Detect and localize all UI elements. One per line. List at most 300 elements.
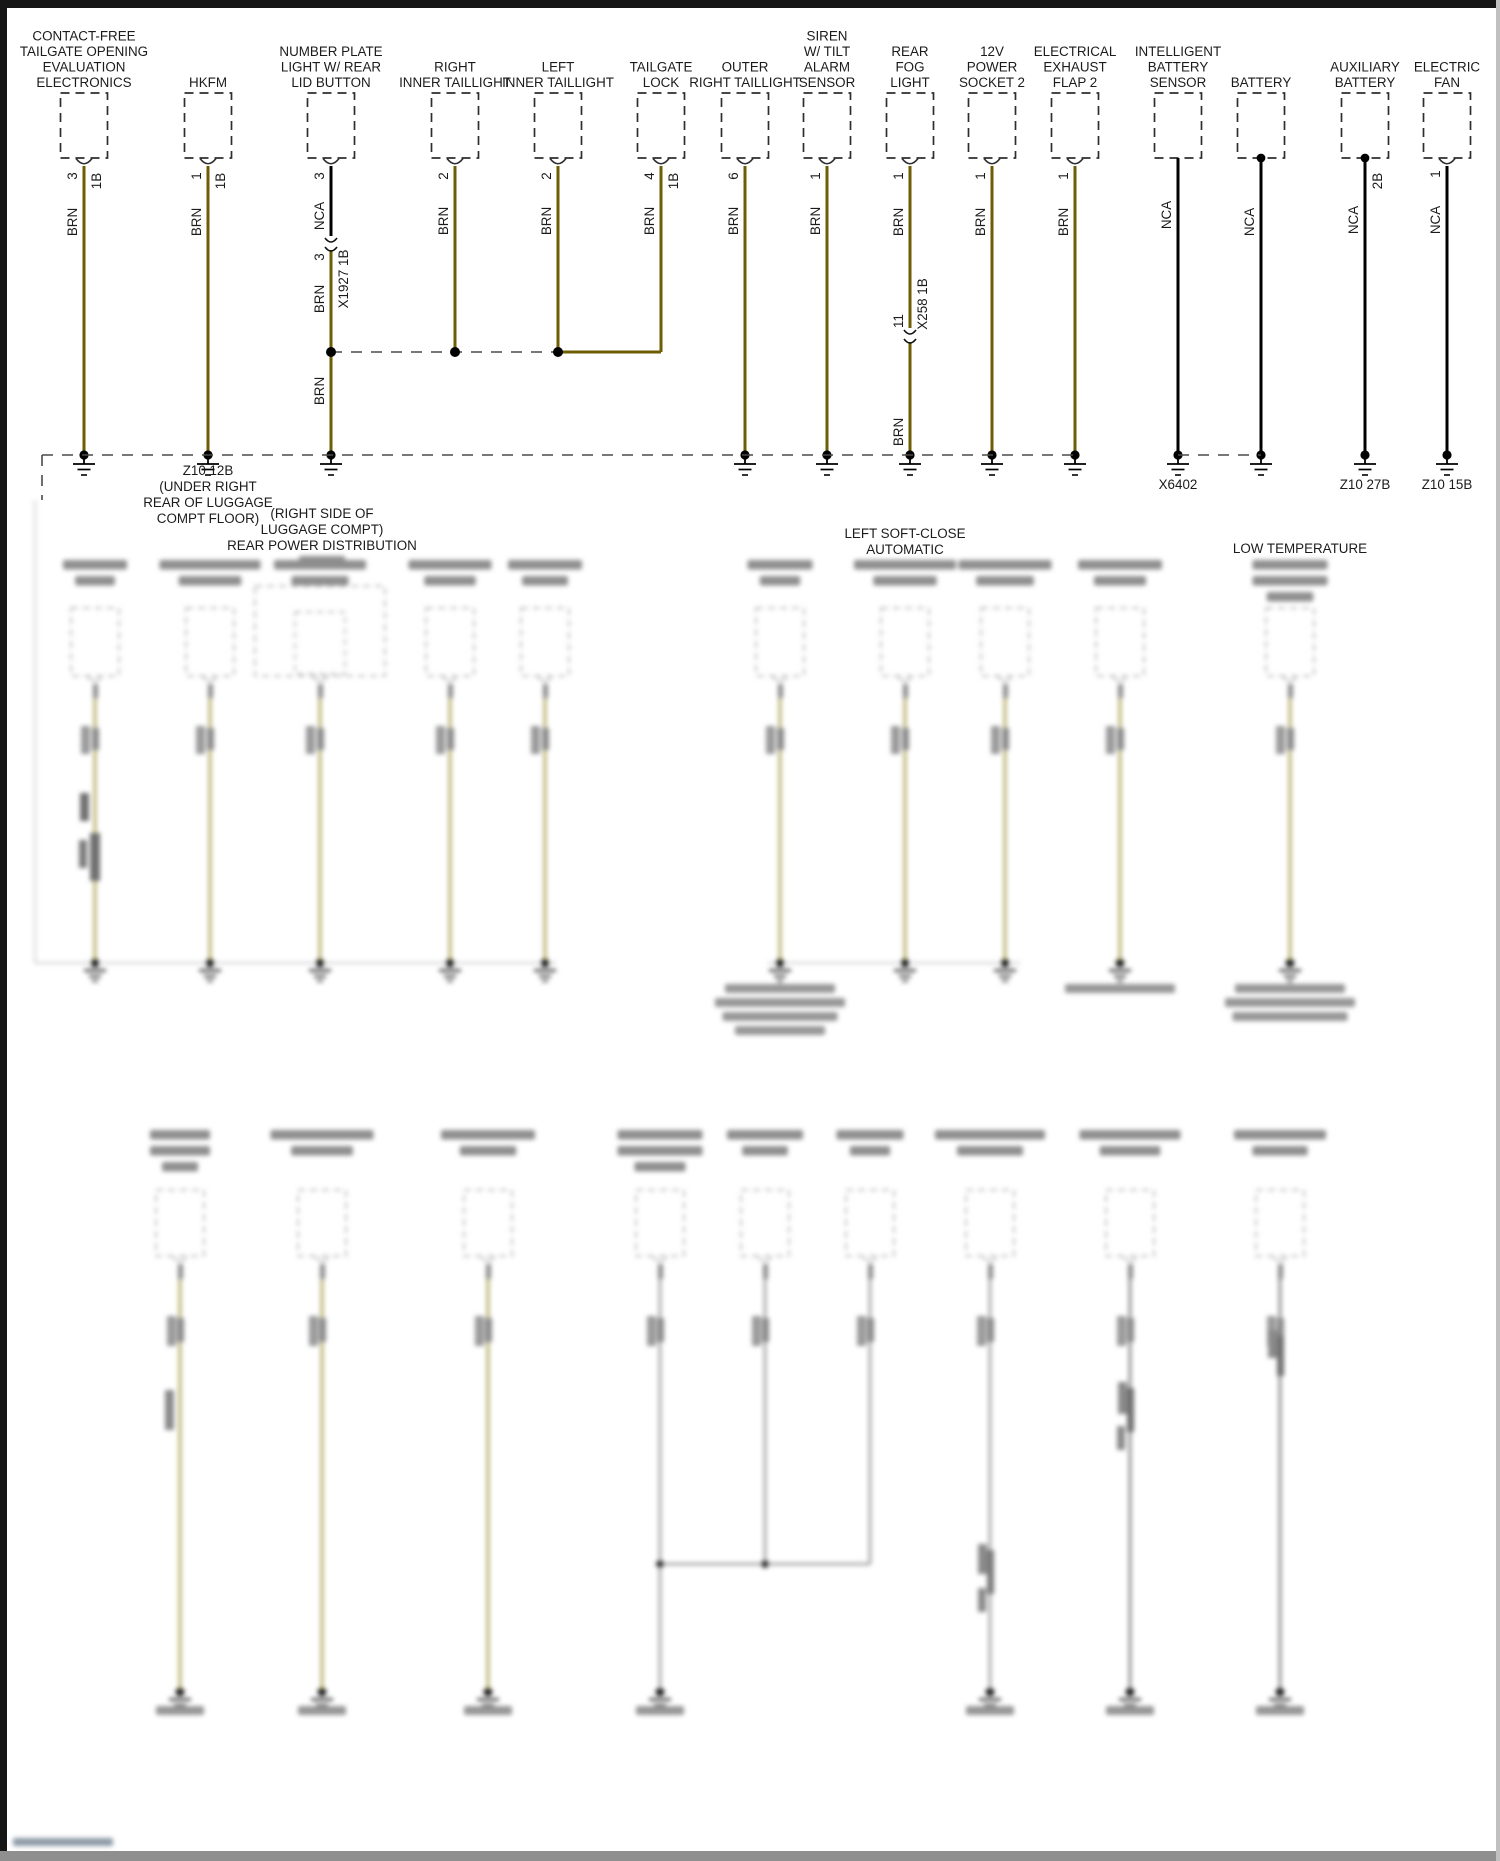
blurred-component-box xyxy=(756,608,804,676)
component-box xyxy=(432,93,479,158)
blurred-pin-mark xyxy=(763,1264,768,1279)
component-contact-free-tailgate-opening-evaluation-electronics xyxy=(20,29,148,476)
component-box xyxy=(804,93,851,158)
inline-connector-icon xyxy=(325,238,337,242)
blurred-cup xyxy=(773,677,787,681)
blurred-box-word xyxy=(299,556,345,567)
blurred-ground-dot xyxy=(1126,1688,1135,1697)
blurred-row-b xyxy=(13,1130,1326,1846)
blurred-component-box xyxy=(741,1190,789,1256)
page-border-bottom xyxy=(0,1851,1500,1861)
component-hkfm xyxy=(185,75,232,475)
blurred-splice-dot xyxy=(656,1560,664,1568)
connector-cup-icon xyxy=(984,159,1000,164)
blurred-text-streak xyxy=(160,560,261,570)
connector-cup-icon xyxy=(323,159,339,164)
blurred-inner-box xyxy=(295,612,345,674)
component-box xyxy=(308,93,355,158)
component-label: 12V xyxy=(980,44,1004,59)
blurred-pin-mark xyxy=(1288,684,1293,698)
component-label: LIGHT W/ REAR xyxy=(280,59,382,75)
connector-cup-icon xyxy=(902,159,918,164)
component-label: BATTERY xyxy=(1230,75,1292,90)
blurred-text-streak xyxy=(760,576,800,586)
component-outer-right-taillight xyxy=(689,60,801,476)
blurred-pin-mark xyxy=(1278,1264,1283,1279)
power-distribution-box-note: REAR POWER DISTRIBUTION xyxy=(227,538,417,553)
blurred-ground-bar xyxy=(534,969,556,972)
component-label: ELECTRIC xyxy=(1413,59,1481,75)
blurred-component-box xyxy=(846,1190,894,1256)
blurred-wire-mark xyxy=(447,728,454,750)
wire-label: 3 xyxy=(312,172,327,180)
low-temperature-note: LOW TEMPERATURE xyxy=(1232,541,1368,556)
component-intelligent-battery-sensor xyxy=(1135,44,1221,492)
blurred-connector-cluster xyxy=(1117,1426,1125,1450)
blurred-text-streak xyxy=(1256,1706,1304,1715)
connector-cup-icon xyxy=(1439,159,1455,164)
blurred-text-streak xyxy=(1267,592,1314,602)
blurred-ground-bar xyxy=(894,969,916,972)
blurred-ground-bar xyxy=(309,969,331,972)
blurred-text-streak xyxy=(935,1130,1045,1140)
blurred-ground-symbol xyxy=(1279,959,1301,983)
blurred-text-streak xyxy=(75,576,115,586)
blurred-pin-mark xyxy=(1128,1264,1133,1279)
blurred-side-mark xyxy=(857,1316,866,1346)
blurred-ground-bar xyxy=(1284,975,1296,978)
blurred-ground-dot xyxy=(1286,959,1295,968)
wire-label: BRN xyxy=(312,376,327,406)
wire-label: 1B xyxy=(213,172,228,190)
blurred-text-streak xyxy=(1253,576,1328,586)
blurred-text-streak xyxy=(748,560,813,570)
blurred-text-streak xyxy=(162,1162,198,1172)
component-label: OUTER xyxy=(721,59,769,75)
blurred-ground-symbol xyxy=(84,959,106,983)
component-box xyxy=(969,93,1016,158)
component-number-plate-light-w-rear-lid-button xyxy=(279,44,382,475)
blurred-component-box xyxy=(636,1190,684,1256)
blurred-ground-bar xyxy=(317,980,323,982)
blurred-side-mark xyxy=(1117,1316,1126,1346)
blurred-pin-mark xyxy=(486,1264,491,1279)
blurred-component-box xyxy=(156,1190,204,1256)
blurred-ground-dot xyxy=(541,959,550,968)
blurred-cup xyxy=(898,677,912,681)
blurred-connector-cluster xyxy=(1118,1382,1127,1414)
blurred-component-box xyxy=(881,608,929,676)
blurred-component-box xyxy=(186,608,234,676)
component-box xyxy=(1238,93,1285,158)
blurred-text-streak xyxy=(957,1146,1023,1156)
blurred-cup xyxy=(88,677,102,681)
ground-symbol-icon xyxy=(73,450,95,475)
blurred-ground-dot xyxy=(986,1688,995,1697)
blurred-component-box xyxy=(981,608,1029,676)
blurred-component-box xyxy=(298,1190,346,1256)
wire-label: NCA xyxy=(1346,205,1361,235)
blurred-ground-bar xyxy=(477,1698,499,1701)
blurred-connector-cluster xyxy=(1277,1336,1284,1376)
blurred-cup xyxy=(983,1257,997,1261)
blurred-ground-bar xyxy=(204,975,216,978)
component-box xyxy=(1052,93,1099,158)
ground-symbol-icon xyxy=(1064,450,1086,475)
component-electric-fan xyxy=(1414,60,1481,493)
blurred-ground-bar xyxy=(444,975,456,978)
wire-label: 2 xyxy=(539,172,554,180)
blurred-text-streak xyxy=(1253,560,1328,570)
blurred-side-mark xyxy=(475,1316,484,1346)
wire-label: BRN xyxy=(539,206,554,236)
wire-label: X1927 1B xyxy=(336,249,351,309)
blurred-ground-bar xyxy=(774,975,786,978)
left-soft-close-automatic-note: LEFT SOFT-CLOSE xyxy=(844,526,966,541)
blurred-diagram-section xyxy=(13,500,1355,1846)
blurred-ground-symbol xyxy=(439,959,461,983)
ground-tag: X6402 xyxy=(1158,477,1198,492)
wire-label: 2 xyxy=(436,172,451,180)
component-label: RIGHT xyxy=(434,59,476,75)
blurred-cup xyxy=(173,1257,187,1261)
component-label: SIREN xyxy=(806,28,848,44)
blurred-connector-cluster xyxy=(1127,1388,1134,1432)
blurred-text-streak xyxy=(715,998,845,1007)
component-label: TAILGATE OPENING xyxy=(19,44,149,59)
blurred-ground-symbol xyxy=(994,959,1016,983)
component-right-inner-taillight xyxy=(399,60,511,351)
blurred-ground-dot xyxy=(446,959,455,968)
blurred-text-streak xyxy=(271,1130,374,1140)
wire-label: 6 xyxy=(726,172,741,180)
blurred-pin-mark xyxy=(988,1264,993,1279)
blurred-ground-bar xyxy=(1002,980,1008,982)
blurred-text-streak xyxy=(727,1130,803,1140)
blurred-ground-bar xyxy=(777,980,783,982)
wire-label: BRN xyxy=(65,207,80,237)
blurred-text-streak xyxy=(150,1130,210,1140)
blurred-text-streak xyxy=(409,560,492,570)
blurred-ground-bar xyxy=(649,1698,671,1701)
component-label: POWER xyxy=(966,59,1018,75)
ground-symbol-icon xyxy=(899,450,921,475)
wire-label: 1 xyxy=(808,172,823,180)
blurred-ground-bar xyxy=(542,980,548,982)
blurred-side-mark xyxy=(196,726,205,754)
blurred-ground-bar xyxy=(1117,980,1123,982)
wire-label: 2B xyxy=(1370,172,1385,190)
wire-label: NCA xyxy=(1242,207,1257,237)
component-12v-power-socket-2 xyxy=(959,44,1025,475)
blurred-side-mark xyxy=(81,726,90,754)
blurred-side-mark xyxy=(306,726,315,754)
blurred-cup xyxy=(758,1257,772,1261)
blurred-wire-mark xyxy=(485,1318,492,1342)
blurred-wire-mark xyxy=(319,1318,326,1342)
blurred-ground-bar xyxy=(89,975,101,978)
blurred-side-mark xyxy=(167,1316,176,1346)
left-soft-close-automatic-note: AUTOMATIC xyxy=(866,542,944,557)
splice-dot-icon xyxy=(326,347,336,357)
blurred-connector-cluster xyxy=(978,1544,987,1574)
blurred-wire-mark xyxy=(657,1318,664,1342)
component-label: INTELLIGENT xyxy=(1134,44,1222,59)
blurred-pin-mark xyxy=(178,1264,183,1279)
blurred-component-box xyxy=(1106,1190,1154,1256)
blurred-connector-cluster xyxy=(978,1588,986,1612)
component-siren-w-tilt-alarm-sensor xyxy=(799,29,856,476)
blurred-ground-bar xyxy=(84,969,106,972)
blurred-ground-bar xyxy=(439,969,461,972)
wire-label: NCA xyxy=(1428,205,1443,235)
blurred-text-streak xyxy=(1252,1146,1307,1156)
blurred-side-mark xyxy=(1276,726,1285,754)
wire-label: BRN xyxy=(726,206,741,236)
wire-label: 1 xyxy=(189,172,204,180)
blurred-side-mark xyxy=(752,1316,761,1346)
power-distribution-box-note: (RIGHT SIDE OF xyxy=(270,506,374,521)
blurred-connector-cluster xyxy=(1268,1330,1277,1358)
blurred-text-streak xyxy=(850,1146,890,1156)
wire-label: BRN xyxy=(891,207,906,237)
component-label: CONTACT-FREE xyxy=(32,28,136,44)
component-label: BATTERY xyxy=(1334,75,1396,90)
component-battery xyxy=(1231,75,1292,475)
blurred-wire-mark xyxy=(177,1318,184,1342)
blurred-text-streak xyxy=(1078,560,1162,570)
ground-symbol-icon xyxy=(1167,450,1189,475)
blurred-component-box xyxy=(464,1190,512,1256)
connector-cup-icon xyxy=(550,159,566,164)
wire-label: 1 xyxy=(973,172,988,180)
blurred-row-a xyxy=(35,500,1355,1035)
wire-label: 1 xyxy=(891,172,906,180)
component-rear-fog-light xyxy=(887,44,934,475)
component-box xyxy=(638,93,685,158)
blurred-ground-dot xyxy=(176,1688,185,1697)
ground-tag: Z10 27B xyxy=(1339,477,1391,492)
wire-label: 3 xyxy=(312,253,327,261)
connector-cup-icon xyxy=(1067,159,1083,164)
blurred-text-streak xyxy=(725,984,835,993)
ground-symbol-icon xyxy=(734,450,756,475)
blurred-wire-mark xyxy=(867,1318,874,1342)
blurred-wire-mark xyxy=(542,728,549,750)
blurred-text-streak xyxy=(976,576,1034,586)
blurred-ground-dot xyxy=(1116,959,1125,968)
blurred-text-streak xyxy=(618,1146,703,1156)
wire-label: BRN xyxy=(1056,207,1071,237)
blurred-pin-mark xyxy=(318,684,323,698)
blurred-cup xyxy=(315,1257,329,1261)
component-label: W/ TILT xyxy=(803,44,851,59)
blurred-wire-mark xyxy=(317,728,324,750)
blurred-side-mark xyxy=(309,1316,318,1346)
blurred-component-box xyxy=(521,608,569,676)
component-box xyxy=(1155,93,1202,158)
blurred-ground-bar xyxy=(994,969,1016,972)
blurred-wire-mark xyxy=(207,728,214,750)
wire-label: BRN xyxy=(891,417,906,447)
blurred-connector-cluster xyxy=(90,833,100,881)
component-label: LEFT xyxy=(541,59,575,75)
blurred-component-box xyxy=(966,1190,1014,1256)
blurred-ground-bar xyxy=(92,980,98,982)
component-label: ALARM xyxy=(803,59,851,75)
blurred-text-streak xyxy=(156,1706,204,1715)
blurred-wire-mark xyxy=(762,1318,769,1342)
component-label: RIGHT TAILLIGHT xyxy=(689,75,801,90)
blurred-wire-mark xyxy=(987,1318,994,1342)
blurred-text-streak xyxy=(508,560,582,570)
blurred-ground-symbol xyxy=(534,959,556,983)
component-label: REAR xyxy=(891,44,929,59)
ground-note-z10-12b: REAR OF LUGGAGE xyxy=(143,495,273,510)
blurred-ground-bar xyxy=(311,1698,333,1701)
blurred-side-mark xyxy=(891,726,900,754)
blurred-component-box xyxy=(426,608,474,676)
wire-label: BRN xyxy=(642,206,657,236)
blurred-text-streak xyxy=(63,560,127,570)
ground-symbol-icon xyxy=(320,450,342,475)
blurred-side-mark xyxy=(436,726,445,754)
blurred-ground-symbol xyxy=(1109,959,1131,983)
blurred-ground-dot xyxy=(91,959,100,968)
component-left-inner-taillight xyxy=(502,60,614,351)
blurred-ground-dot xyxy=(901,959,910,968)
blurred-ground-bar xyxy=(769,969,791,972)
blurred-cup xyxy=(1283,677,1297,681)
blurred-component-box-wide xyxy=(255,586,385,676)
blurred-ground-bar xyxy=(447,980,453,982)
blurred-text-streak xyxy=(854,560,956,570)
blurred-text-streak xyxy=(873,576,936,586)
blurred-wire-mark xyxy=(1127,1318,1134,1342)
component-box xyxy=(185,93,232,158)
blurred-ground-bar xyxy=(1279,969,1301,972)
component-box xyxy=(1342,93,1389,158)
blurred-connector-cluster xyxy=(165,1390,174,1430)
blurred-ground-bar xyxy=(1109,969,1131,972)
blurred-text-streak xyxy=(441,1130,535,1140)
blurred-pin-mark xyxy=(448,684,453,698)
blurred-ground-bar xyxy=(207,980,213,982)
blurred-component-box xyxy=(1096,608,1144,676)
blurred-cup xyxy=(653,1257,667,1261)
component-auxiliary-battery xyxy=(1330,60,1400,493)
blurred-ground-bar xyxy=(1269,1698,1291,1701)
blurred-text-streak xyxy=(460,1146,516,1156)
blurred-side-mark xyxy=(647,1316,656,1346)
component-label: BATTERY xyxy=(1147,59,1209,75)
component-label: EXHAUST xyxy=(1043,59,1107,75)
blurred-text-streak xyxy=(635,1162,686,1172)
blurred-cup xyxy=(443,677,457,681)
connector-cup-icon xyxy=(737,159,753,164)
component-label: FOG xyxy=(895,59,925,75)
blurred-ground-bar xyxy=(899,975,911,978)
splice-dot-icon xyxy=(553,347,563,357)
blurred-ground-dot xyxy=(656,1688,665,1697)
blurred-ground-bar xyxy=(1287,980,1293,982)
blurred-text-streak xyxy=(1233,1012,1348,1021)
wire-label: 3 xyxy=(65,172,80,180)
component-label: FAN xyxy=(1433,75,1461,90)
component-tailgate-lock xyxy=(630,60,693,353)
blurred-side-mark xyxy=(991,726,1000,754)
blurred-ground-bar xyxy=(539,975,551,978)
ground-symbol-icon xyxy=(1250,450,1272,475)
blurred-pin-mark xyxy=(93,684,98,698)
component-label: NUMBER PLATE xyxy=(279,44,383,59)
blurred-pin-mark xyxy=(778,684,783,698)
blurred-cup xyxy=(538,677,552,681)
blurred-pin-mark xyxy=(868,1264,873,1279)
blurred-text-streak xyxy=(1225,998,1355,1007)
component-label: SOCKET 2 xyxy=(959,75,1025,90)
ground-note-z10-12b: Z10 12B xyxy=(182,463,234,478)
connector-cup-icon xyxy=(653,159,669,164)
component-label: EVALUATION xyxy=(42,59,126,75)
blurred-text-streak xyxy=(1106,1706,1154,1715)
ground-note-z10-12b: (UNDER RIGHT xyxy=(159,479,257,494)
blurred-ground-bar xyxy=(199,969,221,972)
power-distribution-box-note: LUGGAGE COMPT) xyxy=(260,522,384,537)
blurred-text-streak xyxy=(1100,1146,1161,1156)
blurred-text-streak xyxy=(291,1146,353,1156)
blurred-pin-mark xyxy=(1118,684,1123,698)
wire-label: BRN xyxy=(312,284,327,314)
splice-dot-icon xyxy=(450,347,460,357)
blurred-ground-dot xyxy=(484,1688,493,1697)
blurred-pin-mark xyxy=(320,1264,325,1279)
ground-note-z10-12b: COMPT FLOOR) xyxy=(156,511,260,526)
connector-cup-icon xyxy=(819,159,835,164)
blurred-cup xyxy=(1273,1257,1287,1261)
blurred-pin-mark xyxy=(208,684,213,698)
blurred-cup xyxy=(1113,677,1127,681)
blurred-text-streak xyxy=(966,1706,1014,1715)
blurred-connector-cluster xyxy=(80,793,89,821)
component-box xyxy=(722,93,769,158)
wire-label: 4 xyxy=(642,172,657,180)
wire-label: 1 xyxy=(1056,172,1071,180)
blurred-pin-mark xyxy=(658,1264,663,1279)
component-label: TAILGATE xyxy=(629,59,693,75)
wire-label: BRN xyxy=(973,207,988,237)
page-border-right xyxy=(1496,0,1500,1861)
blurred-text-streak xyxy=(959,560,1052,570)
component-label: ELECTRONICS xyxy=(36,75,132,90)
component-label: HKFM xyxy=(189,75,227,90)
wire-label: NCA xyxy=(1159,200,1174,230)
ground-distribution-section xyxy=(20,29,1481,558)
component-box xyxy=(887,93,934,158)
connector-cup-icon xyxy=(76,159,92,164)
blurred-connector-cluster xyxy=(79,840,87,868)
component-label: SENSOR xyxy=(798,75,856,90)
component-electrical-exhaust-flap-2 xyxy=(1034,44,1117,475)
connector-cup-icon xyxy=(200,159,216,164)
wire-label: NCA xyxy=(312,201,327,231)
component-label: LID BUTTON xyxy=(291,75,371,90)
ground-tag: Z10 15B xyxy=(1421,477,1473,492)
blurred-text-streak xyxy=(291,576,348,586)
blurred-wire-mark xyxy=(1117,728,1124,750)
component-label: LIGHT xyxy=(890,75,930,90)
blurred-text-streak xyxy=(1065,984,1175,993)
